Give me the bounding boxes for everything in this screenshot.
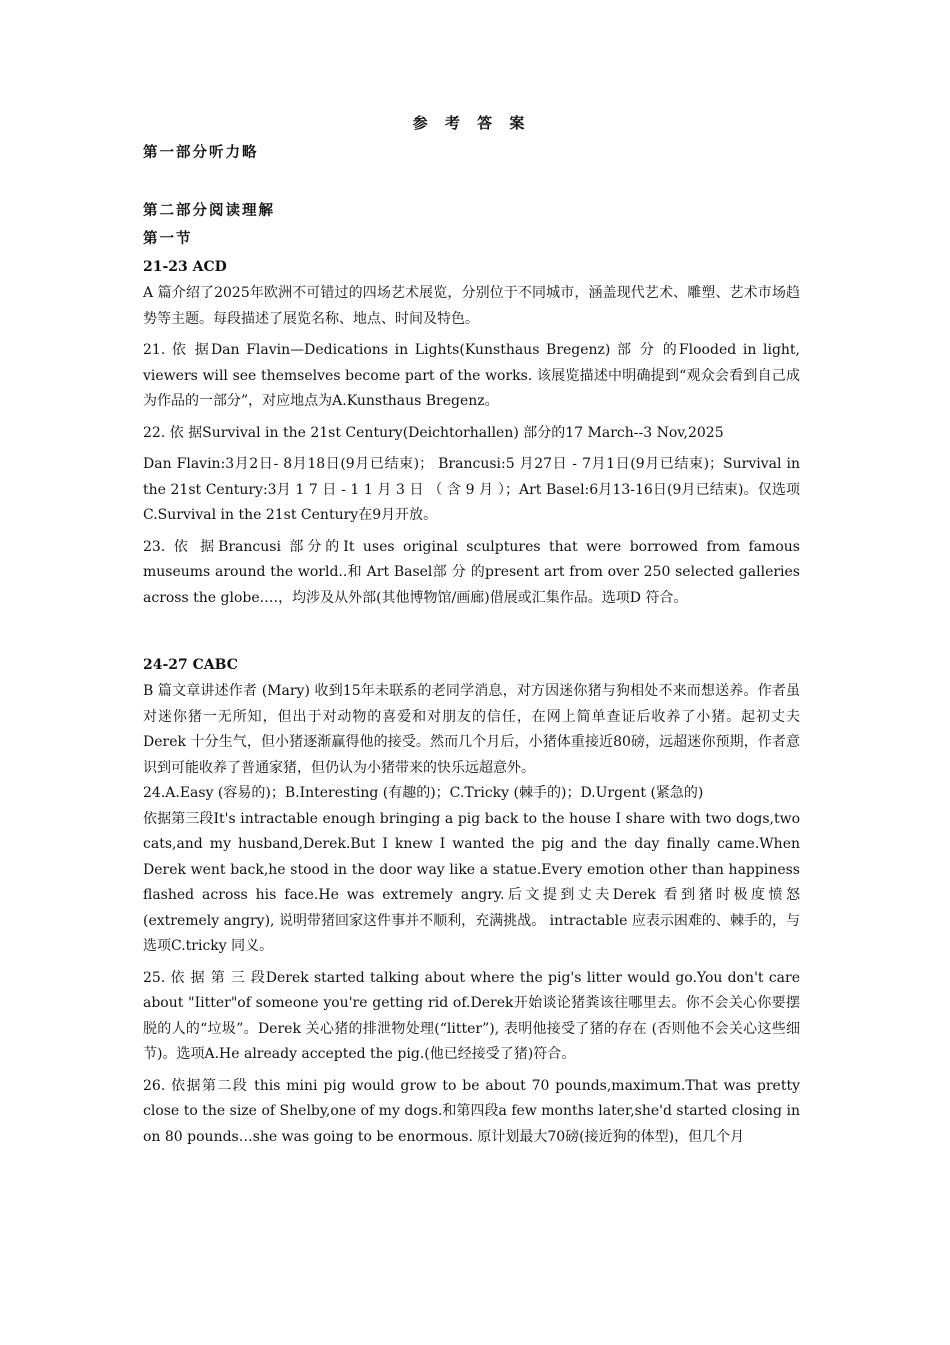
part1-heading: 第一部分听力略 [143,144,259,161]
passage-b-summary: B 篇文章讲述作者 (Mary) 收到15年未联系的老同学消息，对方因迷你猪与狗相处不来而想送养。作者虽对迷你猪一无所知，但出于对动物的喜爱和对朋友的信任，在网上简单查证后收养了小猪。起初丈夫Derek 十分生气，但小猪逐渐赢得他的接受。然而几个月后，小猪体重接近80磅，远超迷你预期，作者意识到可能收养了普通家猪，但仍认为小猪带来的快乐远超意外。 [143,683,800,776]
question-24-options: 24.A.Easy (容易的)；B.Interesting (有趣的)；C.Tricky (棘手的)；D.Urgent (紧急的) [143,785,704,801]
page-title: 参 考 答 案 [412,114,531,132]
part2-heading: 第二部分阅读理解 [143,202,275,219]
question-22-explanation: 22. 依 据Survival in the 21st Century(Deichtorhallen) 部分的17 March--3 Nov,2025 [143,424,724,441]
section1-heading: 第一节 [143,230,193,247]
question-25-explanation: 25. 依 据 第 三 段Derek started talking about where the pig's litter would go.You don't care about "Iitter"of someone you're getting rid of.Derek开始谈论猪粪该往哪里去。你不会关心你要摆脱的人的“垃圾”。Derek 关心猪的排泄物处理(“litter”), 表明他接受了猪的存在 (否则他不会关心这些细节)。选项A.He already accepted the pig.(他已经接受了猪)符合。 [143,969,800,1062]
answers-group-a: 21-23 ACD [143,259,227,275]
answers-group-b: 24-27 CABC [143,657,238,673]
question-23-explanation: 23. 依 据Brancusi 部分的It uses original sculptures that were borrowed from famous museums around the world..和 Art Basel部 分 的present art from over 250 selected galleries across the globe.…，均涉及从外部(其他博物馆/画廊)借展或汇集作品。选项D 符合。 [143,538,800,606]
question-24-explanation: 依据第三段It's intractable enough bringing a pig back to the house I share with two dogs,two cats,and my husband,Derek.But I knew I wanted the pig and the day finally came.When Derek went back,he stood in the door way like a statue.Every emotion other than happiness flashed across his face.He was extremely angry.后文提到丈夫Derek 看到猪时极度愤怒 (extremely angry), 说明带猪回家这件事并不顺利，充满挑战。 intractable 应表示困难的、棘手的，与选项C.tricky 同义。 [143,810,800,954]
question-26-explanation: 26. 依据第二段 this mini pig would grow to be about 70 pounds,maximum.That was pretty close to the size of Shelby,one of my dogs.和第四段a few months later,she'd started closing in on 80 pounds…she was going to be enormous. 原计划最大70磅(接近狗的体型)，但几个月 [143,1077,800,1145]
spacer [143,167,800,197]
answer-key-page [143,112,800,1156]
question-21-explanation: 21. 依 据Dan Flavin—Dedications in Lights(Kunsthaus Bregenz) 部 分 的Flooded in light, viewers will see themselves become part of the works. 该展览描述中明确提到“观众会看到自己成为作品的一部分”，对应地点为A.Kunsthaus Bregenz。 [143,342,800,409]
passage-a-summary: A 篇介绍了2025年欧洲不可错过的四场艺术展览，分别位于不同城市，涵盖现代艺术、雕塑、艺术市场趋势等主题。每段描述了展览名称、地点、时间及特色。 [143,285,800,327]
question-22-schedule: Dan Flavin:3月2日- 8月18日(9月已结束)； Brancusi:5 月27日 - 7月1日(9月已结束)；Survival in the 21st Century:3月 1 7 日 - 1 1 月 3 日 （ 含 9 月 ）；Art Basel:6月13-16日(9月已结束)。仅选项C.Survival in the 21st Century在9月开放。 [143,456,800,523]
spacer [143,617,800,651]
